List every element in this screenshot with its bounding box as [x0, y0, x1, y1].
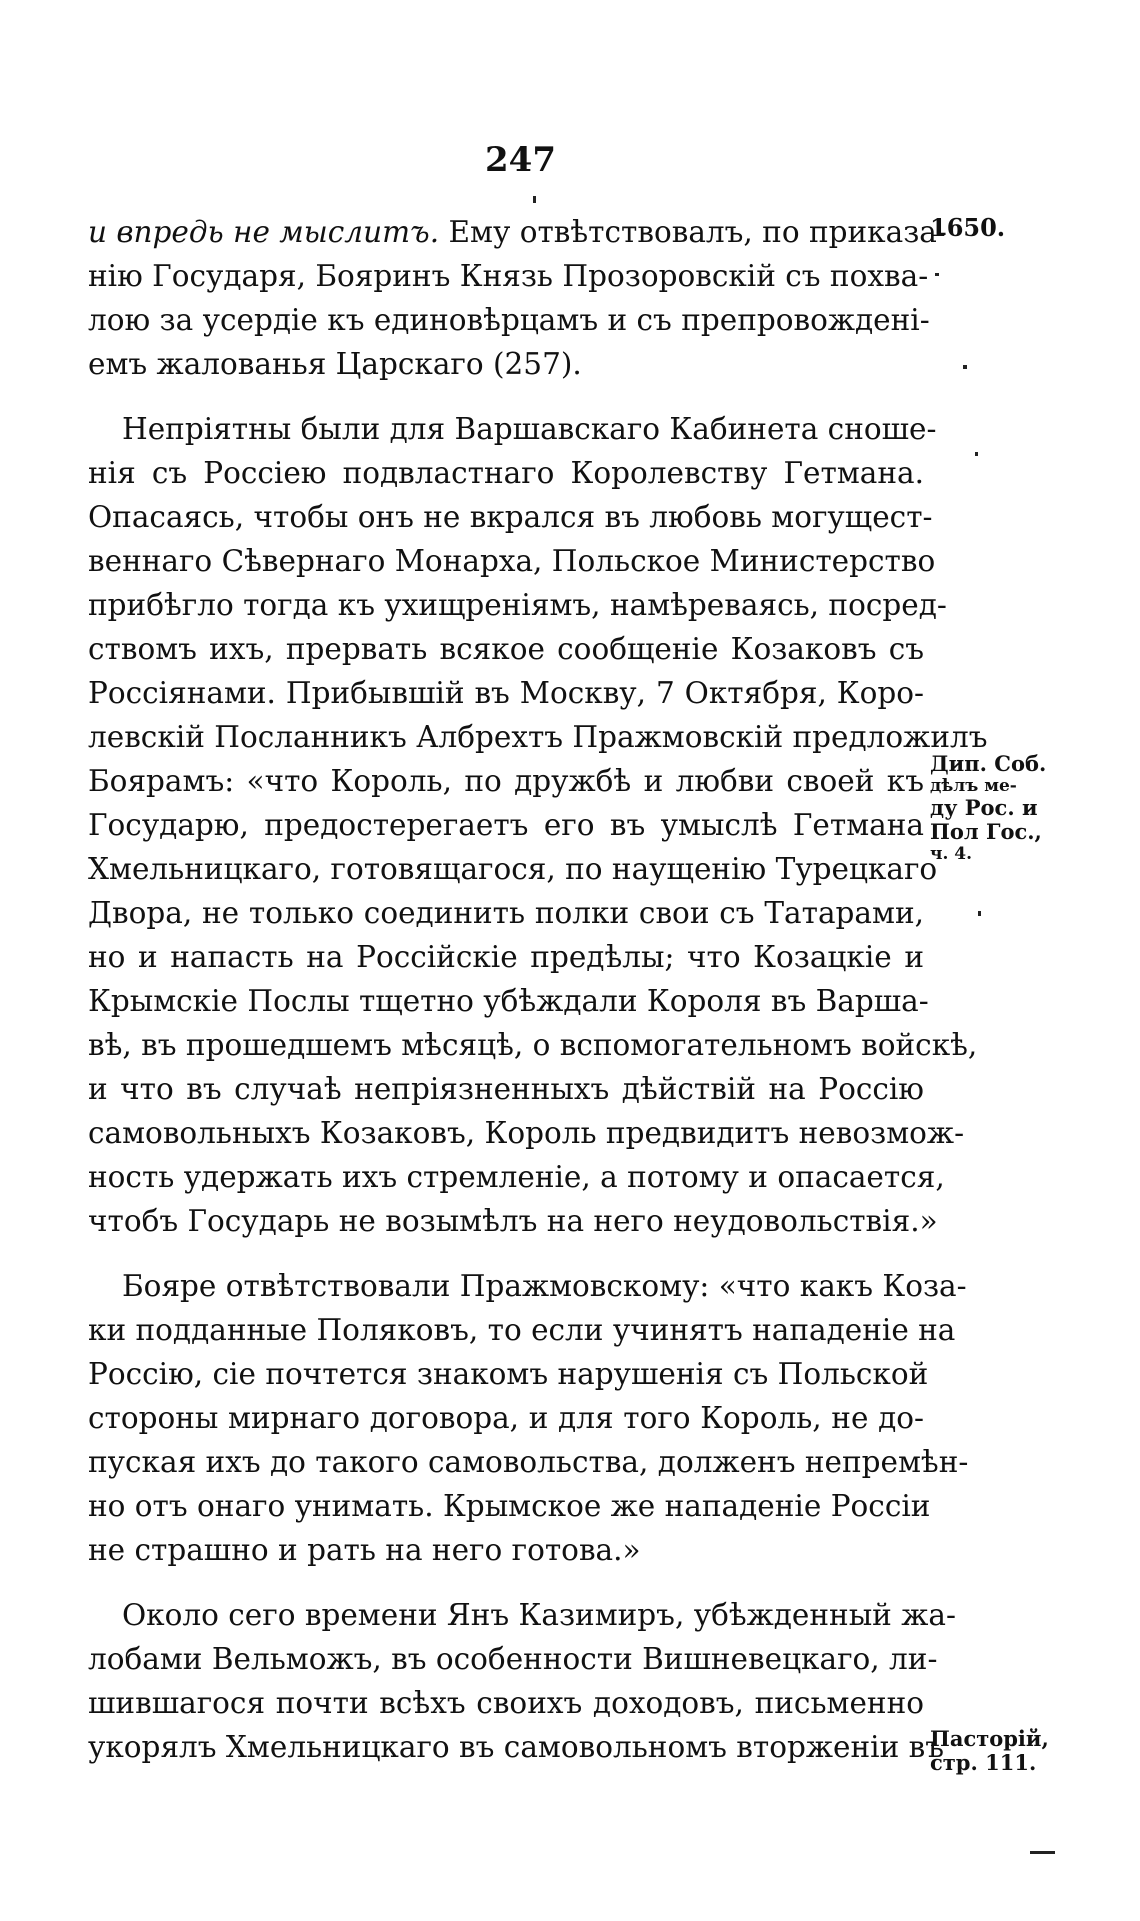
margin-year: 1650.	[930, 213, 1006, 242]
page-number: 247	[485, 140, 556, 180]
margin-source-note	[930, 752, 1046, 864]
text-line: и впредь не мыслитъ. Ему отвѣтствовалъ, по приказа-	[88, 215, 947, 249]
text-line: лою за усердіе къ единовѣрцамъ и съ препровожденi-	[88, 303, 930, 337]
text-line: веннаго Сѣвернаго Монарха, Польское Министерство	[88, 544, 936, 578]
text-line: Россіянами. Прибывшій въ Москву, 7 Октября, Коро-	[88, 676, 924, 710]
text-line: чтобъ Государь не возымѣлъ на него неудовольствія.»	[88, 1204, 938, 1238]
text-line: Россію, сіе почтется знакомъ нарушенія съ Польской	[88, 1357, 929, 1391]
text-line: лобами Вельможъ, въ особенности Вишневецкаго, ли-	[88, 1642, 938, 1676]
text-line: ствомъ ихъ, прервать всякое сообщеніе Козаковъ съ	[88, 632, 924, 666]
text-line: самовольныхъ Козаковъ, Король предвидитъ невозмож-	[88, 1116, 965, 1150]
text-line: прибѣгло тогда къ ухищреніямъ, намѣреваясь, посред-	[88, 588, 947, 622]
text-line: Непріятны были для Варшавскаго Кабинета сноше-	[122, 412, 937, 446]
text-line: и что въ случаѣ непріязненныхъ дѣйствій на Россію	[88, 1072, 924, 1106]
paragraph-3	[88, 1264, 969, 1572]
margin-note-line: Пасторій,	[930, 1726, 1049, 1751]
text-line: вѣ, въ прошедшемъ мѣсяцѣ, о вспомогательномъ войскѣ,	[88, 1028, 978, 1062]
text-line: но и напасть на Россійскіе предѣлы; что Козацкіе и	[88, 940, 924, 974]
margin-source-note	[930, 1727, 1049, 1775]
text-line: ность удержать ихъ стремленіе, а потому и опасается,	[88, 1160, 945, 1194]
print-speck	[975, 452, 978, 456]
text-line: нію Государя, Бояринъ Князь Прозоровскій съ похва-	[88, 259, 929, 293]
text-line: Около сего времени Янъ Казимиръ, убѣжденный жа-	[122, 1598, 956, 1632]
margin-note-line: Дип. Соб.	[930, 751, 1047, 776]
text-line: Хмельницкаго, готовящагося, по наущенію Турецкаго	[88, 852, 938, 886]
text-line: укорялъ Хмельницкаго въ самовольномъ вторженіи въ	[88, 1730, 944, 1764]
text-line: не страшно и рать на него готова.»	[88, 1533, 641, 1567]
margin-note-line: дѣлъ ме-	[930, 776, 1017, 796]
text-line: емъ жалованья Царскаго (257).	[88, 347, 582, 381]
text-line: пуская ихъ до такого самовольства, долженъ непремѣн-	[88, 1445, 969, 1479]
text-line: Опасаясь, чтобы онъ не вкрался въ любовь могущест-	[88, 500, 933, 534]
italic-intro: и впредь не мыслитъ.	[88, 215, 440, 249]
paragraph-1	[88, 210, 947, 386]
text-line: шившагося почти всѣхъ своихъ доходовъ, письменно	[88, 1686, 924, 1720]
print-speck	[978, 911, 981, 916]
text-line: Боярамъ: «что Король, по дружбѣ и любви своей къ	[88, 764, 924, 798]
margin-note-line: Пол Гос.,	[930, 819, 1042, 844]
paragraph-4	[88, 1593, 956, 1769]
text-line: нія съ Россіею подвластнаго Королевству Гетмана.	[88, 456, 924, 490]
text-line: Двора, не только соединить полки свои съ Татарами,	[88, 896, 924, 930]
text-line: стороны мирнаго договора, и для того Король, не до-	[88, 1401, 924, 1435]
text-line: левскій Посланникъ Албрехтъ Пражмовскій предложилъ	[88, 720, 988, 754]
print-speck	[533, 196, 536, 203]
text-line: ки подданные Поляковъ, то если учинятъ нападеніе на	[88, 1313, 956, 1347]
margin-note-line: ч. 4.	[930, 844, 973, 864]
scan-dash	[1030, 1851, 1055, 1854]
print-speck	[963, 365, 967, 369]
text-line: но отъ онаго унимать. Крымское же нападеніе Россіи	[88, 1489, 931, 1523]
text-line: Крымскіе Послы тщетно убѣждали Короля въ Варша-	[88, 984, 929, 1018]
margin-note-line: ду Рос. и	[930, 795, 1038, 820]
print-speck	[935, 273, 939, 276]
text-line: Государю, предостерегаетъ его въ умыслѣ Гетмана	[88, 808, 924, 842]
text-line: Бояре отвѣтствовали Пражмовскому: «что какъ Коза-	[122, 1269, 967, 1303]
margin-note-line: стр. 111.	[930, 1750, 1037, 1775]
